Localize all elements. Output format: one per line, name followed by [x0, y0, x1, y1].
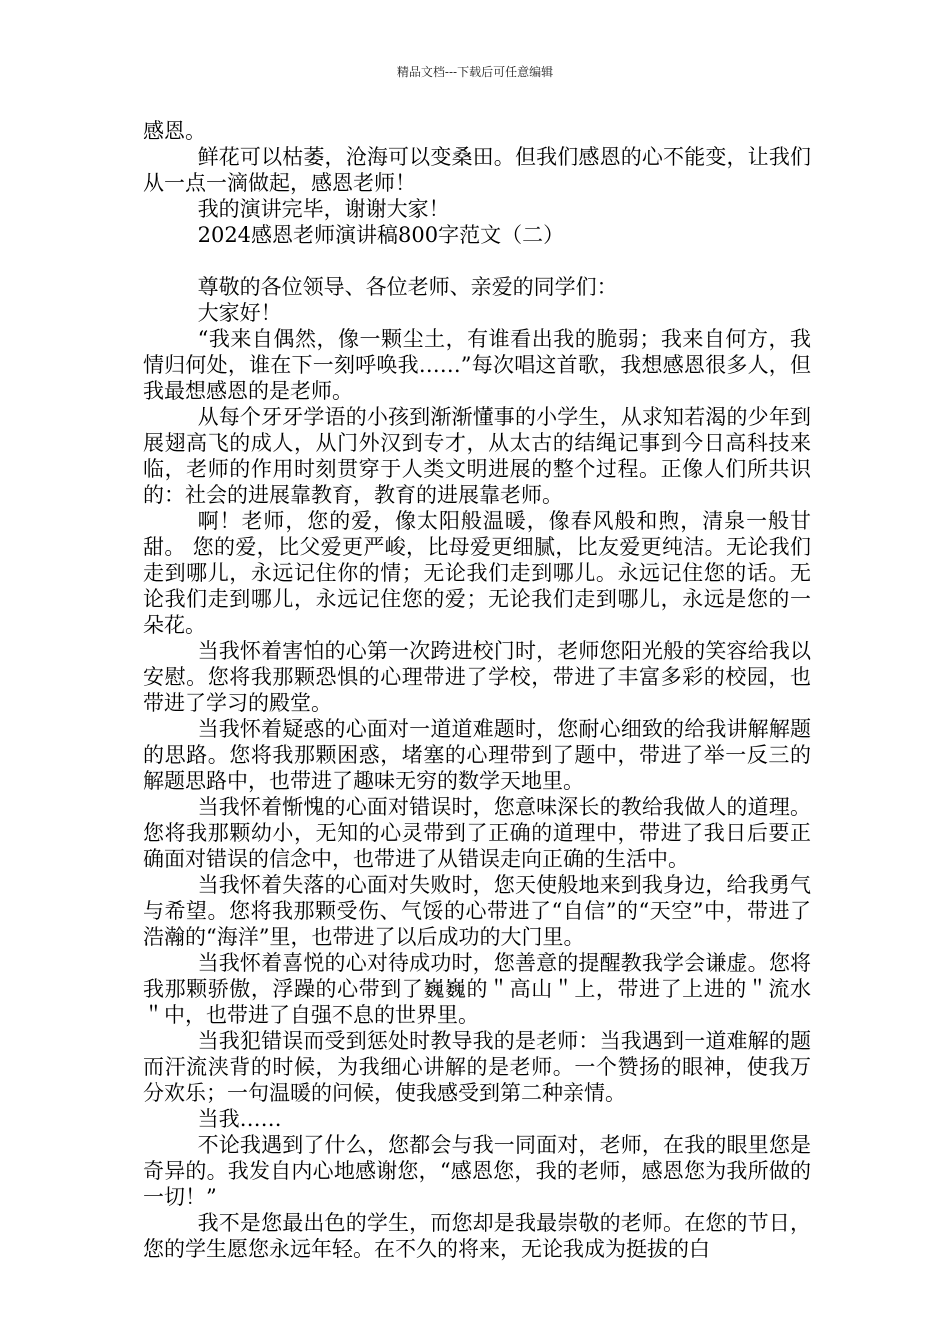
paragraph: 当我怀着喜悦的心对待成功时，您善意的提醒教我学会谦虚。您将我那颗骄傲，浮躁的心带到了巍巍的＂高山＂上，带进了上进的＂流水＂中，也带进了自强不息的世界里。 — [143, 951, 811, 1027]
paragraph: 我不是您最出色的学生，而您却是我最崇敬的老师。在您的节日，您的学生愿您永远年轻。在不久的将来，无论我成为挺拔的白 — [143, 1211, 811, 1261]
section-title: 2024感恩老师演讲稿800字范文（二） — [197, 223, 565, 247]
blank-line — [143, 248, 811, 274]
document-body — [143, 118, 811, 1262]
paragraph: 鲜花可以枯萎，沧海可以变桑田。但我们感恩的心不能变，让我们从一点一滴做起，感恩老师！ — [143, 145, 811, 195]
paragraph: 从每个牙牙学语的小孩到渐渐懂事的小学生，从求知若渴的少年到展翅高飞的成人，从门外汉到专才，从太古的结绳记事到今日高科技来临，老师的作用时刻贯穿于人类文明进展的整个过程。正像人们所共识的：社会的进展靠教育，教育的进展靠老师。 — [143, 405, 811, 507]
paragraph: 当我犯错误而受到惩处时教导我的是老师：当我遇到一道难解的题而汗流浃背的时候，为我细心讲解的是老师。一个赞扬的眼神，使我万分欢乐；一句温暖的问候，使我感受到第二种亲情。 — [143, 1029, 811, 1105]
paragraph: 不论我遇到了什么，您都会与我一同面对，老师，在我的眼里您是奇异的。我发自内心地感谢您，“感恩您，我的老师，感恩您为我所做的一切！” — [143, 1133, 811, 1209]
paragraph: 当我怀着害怕的心第一次跨进校门时，老师您阳光般的笑容给我以安慰。您将我那颗恐惧的心理带进了学校，带进了丰富多彩的校园，也带进了学习的殿堂。 — [143, 639, 811, 715]
paragraph: 感恩。 — [143, 119, 206, 143]
paragraph: 当我怀着惭愧的心面对错误时，您意味深长的教给我做人的道理。您将我那颗幼小，无知的心灵带到了正确的道理中，带进了我日后要正确面对错误的信念中，也带进了从错误走向正确的生活中。 — [143, 795, 811, 871]
page-header: 精品文档---下载后可任意编辑 — [396, 65, 554, 79]
greeting: 大家好！ — [197, 301, 282, 325]
salutation: 尊敬的各位领导、各位老师、亲爱的同学们： — [197, 275, 618, 299]
paragraph: 当我怀着疑惑的心面对一道道难题时，您耐心细致的给我讲解解题的思路。您将我那颗困惑，堵塞的心理带到了题中，带进了举一反三的解题思路中，也带进了趣味无穷的数学天地里。 — [143, 717, 811, 793]
paragraph: 我的演讲完毕，谢谢大家！ — [197, 197, 450, 221]
paragraph: 当我怀着失落的心面对失败时，您天使般地来到我身边，给我勇气与希望。您将我那颗受伤、气馁的心带进了“自信”的“天空”中，带进了浩瀚的“海洋”里，也带进了以后成功的大门里。 — [143, 873, 811, 949]
paragraph: 当我…… — [197, 1107, 282, 1131]
paragraph: 啊！老师，您的爱，像太阳般温暖，像春风般和煦，清泉一般甘甜。 您的爱，比父爱更严峻，比母爱更细腻，比友爱更纯洁。无论我们走到哪儿，永远记住你的情；无论我们走到哪儿。永远记住您的话。无论我们走到哪儿，永远记住您的爱；无论我们走到哪儿，永远是您的一朵花。 — [143, 509, 811, 637]
paragraph: “我来自偶然，像一颗尘土，有谁看出我的脆弱；我来自何方，我情归何处，谁在下一刻呼唤我……”每次唱这首歌，我想感恩很多人，但我最想感恩的是老师。 — [143, 327, 811, 403]
